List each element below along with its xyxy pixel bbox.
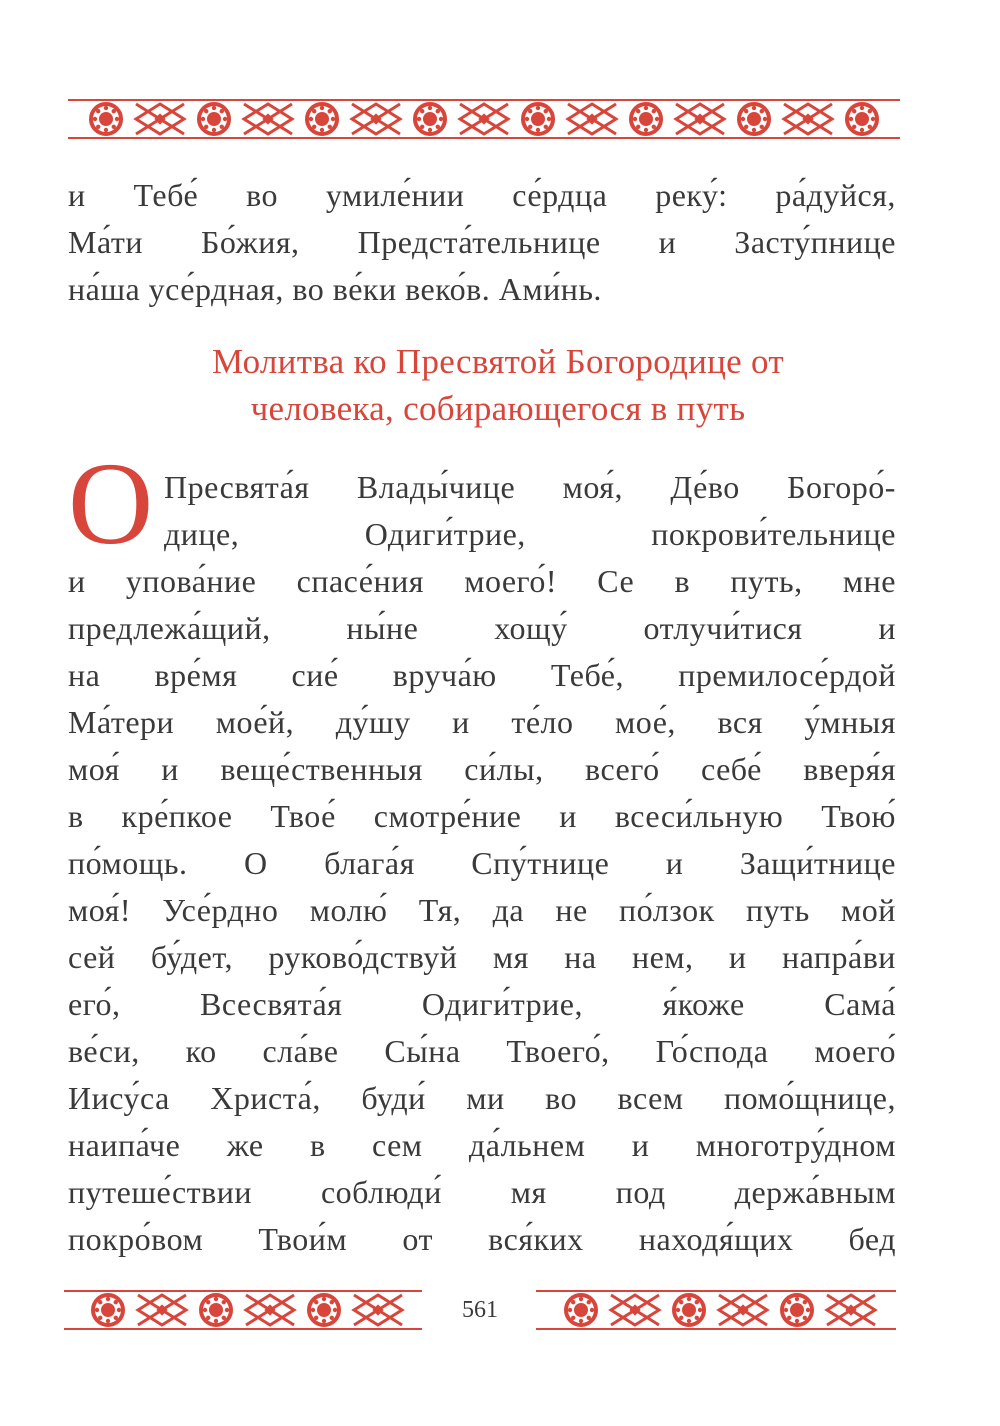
- word: нем,: [631, 939, 694, 975]
- word: Твою́: [821, 798, 896, 834]
- word: ду́шу: [335, 704, 411, 740]
- word: его́,: [68, 986, 121, 1022]
- text-line: [68, 1216, 896, 1263]
- prayer-title-line: Молитва ко Пресвятой Богородице от: [212, 342, 784, 381]
- word: напра́ви: [781, 939, 896, 975]
- text-line: [68, 793, 896, 840]
- word: моя́: [68, 751, 120, 787]
- word: те́ло: [511, 704, 574, 740]
- word: се́рдца: [512, 177, 608, 213]
- word: моего́: [814, 1033, 896, 1069]
- word: вся́ких: [488, 1221, 584, 1257]
- word: О: [243, 845, 268, 881]
- word: Бо́жия,: [201, 224, 300, 260]
- word: путь,: [730, 563, 803, 599]
- word: держа́вным: [734, 1174, 896, 1210]
- word: Одиги́трие,: [364, 516, 526, 552]
- word: руково́дствуй: [268, 939, 458, 975]
- word: под: [615, 1174, 666, 1210]
- text-line: [68, 887, 896, 934]
- word: Засту́пнице: [734, 224, 896, 260]
- word: и: [161, 751, 179, 787]
- text-line: [68, 605, 896, 652]
- word: и: [658, 224, 677, 260]
- word: веще́ственныя: [220, 751, 423, 787]
- previous-prayer-ending: [68, 172, 896, 313]
- word: по́лзок: [619, 892, 715, 928]
- word: спасе́ния: [296, 563, 424, 599]
- prayer-body: [68, 464, 896, 1263]
- text-line: [68, 1075, 896, 1122]
- word: Спу́тнице: [471, 845, 610, 881]
- word: бед: [848, 1221, 896, 1257]
- word: предлежа́щий,: [68, 610, 271, 646]
- word: реку́:: [655, 177, 728, 213]
- word: помо́щнице,: [724, 1080, 896, 1116]
- ornament-pattern: [68, 97, 900, 141]
- word: сла́ве: [262, 1033, 339, 1069]
- word: Ма́ти: [68, 224, 143, 260]
- word: кре́пкое: [121, 798, 233, 834]
- text-line: [68, 746, 896, 793]
- text-line: [68, 511, 896, 558]
- prayer-title-line: человека, собирающегося в путь: [250, 389, 746, 428]
- word: Иису́са: [68, 1080, 170, 1116]
- word: Тебе́,: [550, 657, 624, 693]
- word: я́коже: [662, 986, 745, 1022]
- word: Одиги́трие,: [421, 986, 583, 1022]
- word: Сы́на: [384, 1033, 461, 1069]
- word: всего́: [585, 751, 660, 787]
- word: сей: [68, 939, 116, 975]
- word: Се: [597, 563, 635, 599]
- word: наипа́че: [68, 1127, 181, 1163]
- word: мой: [841, 892, 896, 928]
- word: и: [452, 704, 470, 740]
- prayer-title: [68, 338, 928, 432]
- word: Богоро́-: [787, 469, 896, 505]
- word: вся: [717, 704, 763, 740]
- word: в: [68, 798, 84, 834]
- word: и: [631, 1127, 650, 1163]
- ornament-pattern: [536, 1288, 896, 1332]
- word: и: [559, 798, 577, 834]
- word: всем: [617, 1080, 684, 1116]
- word: Твое́: [270, 798, 336, 834]
- word: ра́дуйся,: [775, 177, 896, 213]
- word: многотру́дном: [695, 1127, 896, 1163]
- drop-cap-letter: О: [68, 438, 154, 569]
- word: соблюди́: [320, 1174, 442, 1210]
- word: Тя,: [418, 892, 462, 928]
- word: Влады́чице: [356, 469, 516, 505]
- text-line: [68, 464, 896, 511]
- page-number: 561: [462, 1297, 498, 1323]
- word: мя: [492, 939, 529, 975]
- word: Христа́,: [210, 1080, 321, 1116]
- word: упова́ние: [125, 563, 257, 599]
- word: смотре́ние: [373, 798, 522, 834]
- word: умиле́нии: [325, 177, 465, 213]
- word: по́мощь.: [68, 845, 188, 881]
- word: мое́й,: [215, 704, 295, 740]
- word: находя́щих: [638, 1221, 794, 1257]
- word: от: [402, 1221, 433, 1257]
- word: и: [68, 177, 86, 213]
- word: во: [545, 1080, 578, 1116]
- text-line: [68, 981, 896, 1028]
- word: мя: [510, 1174, 547, 1210]
- word: блага́я: [324, 845, 415, 881]
- text-line: [68, 840, 896, 887]
- text-line: [68, 699, 896, 746]
- word: на: [68, 657, 101, 693]
- word: отлучи́тися: [643, 610, 803, 646]
- ornament-pattern: [64, 1288, 422, 1332]
- word: молю́: [309, 892, 388, 928]
- word: ми: [466, 1080, 505, 1116]
- word: мне: [842, 563, 896, 599]
- word: не: [555, 892, 588, 928]
- word: и: [665, 845, 684, 881]
- word: моя́,: [562, 469, 623, 505]
- word: Ма́тери: [68, 704, 175, 740]
- word: Усе́рдно: [162, 892, 279, 928]
- word: покро́вом: [68, 1221, 204, 1257]
- word: Твои́м: [258, 1221, 348, 1257]
- word: же: [226, 1127, 264, 1163]
- word: в: [309, 1127, 326, 1163]
- word: Пресвята́я: [164, 469, 310, 505]
- word: и: [728, 939, 747, 975]
- text-line: [68, 219, 896, 266]
- word: в: [674, 563, 691, 599]
- text-line: [68, 652, 896, 699]
- word: Твоего́,: [506, 1033, 610, 1069]
- word: на́ша усе́рдная, во ве́ки веко́в. Ами́нь.: [68, 271, 602, 307]
- word: на: [564, 939, 597, 975]
- word: премилосе́рдой: [678, 657, 896, 693]
- text-line: [68, 266, 896, 313]
- word: у́мныя: [804, 704, 896, 740]
- word: бу́дет,: [150, 939, 233, 975]
- bottom-ornament-band-left: [64, 1288, 422, 1332]
- word: дице,: [164, 516, 240, 552]
- word: всеси́льную: [614, 798, 784, 834]
- word: путь: [746, 892, 810, 928]
- bottom-ornament-band-right: [536, 1288, 896, 1332]
- word: Де́во: [670, 469, 740, 505]
- word: сем: [371, 1127, 423, 1163]
- word: вре́мя: [154, 657, 238, 693]
- word: Всесвята́я: [200, 986, 343, 1022]
- word: Тебе́: [133, 177, 199, 213]
- word: путеше́ствии: [68, 1174, 252, 1210]
- word: да́льнем: [468, 1127, 586, 1163]
- word: буди́: [361, 1080, 426, 1116]
- word: Предста́тельнице: [357, 224, 601, 260]
- word: и: [68, 563, 86, 599]
- word: моего́!: [464, 563, 558, 599]
- word: сие́: [291, 657, 339, 693]
- word: ве́си,: [68, 1033, 140, 1069]
- word: мое́,: [615, 704, 676, 740]
- word: ко: [185, 1033, 217, 1069]
- word: Сама́: [824, 986, 896, 1022]
- word: вруча́ю: [392, 657, 497, 693]
- word: вверя́я: [803, 751, 896, 787]
- word: ны́не: [346, 610, 419, 646]
- text-line: [68, 1122, 896, 1169]
- word: покрови́тельнице: [651, 516, 896, 552]
- top-ornament-band: [68, 97, 900, 141]
- text-line: [68, 934, 896, 981]
- word: си́лы,: [464, 751, 544, 787]
- word: да: [492, 892, 525, 928]
- word: моя́!: [68, 892, 132, 928]
- text-line: [68, 172, 896, 219]
- word: и: [878, 610, 896, 646]
- word: Защи́тнице: [739, 845, 896, 881]
- text-line: [68, 558, 896, 605]
- word: во: [246, 177, 278, 213]
- word: Го́спода: [655, 1033, 769, 1069]
- word: себе́: [700, 751, 762, 787]
- word: хощу́: [494, 610, 568, 646]
- text-line: [68, 1028, 896, 1075]
- text-line: [68, 1169, 896, 1216]
